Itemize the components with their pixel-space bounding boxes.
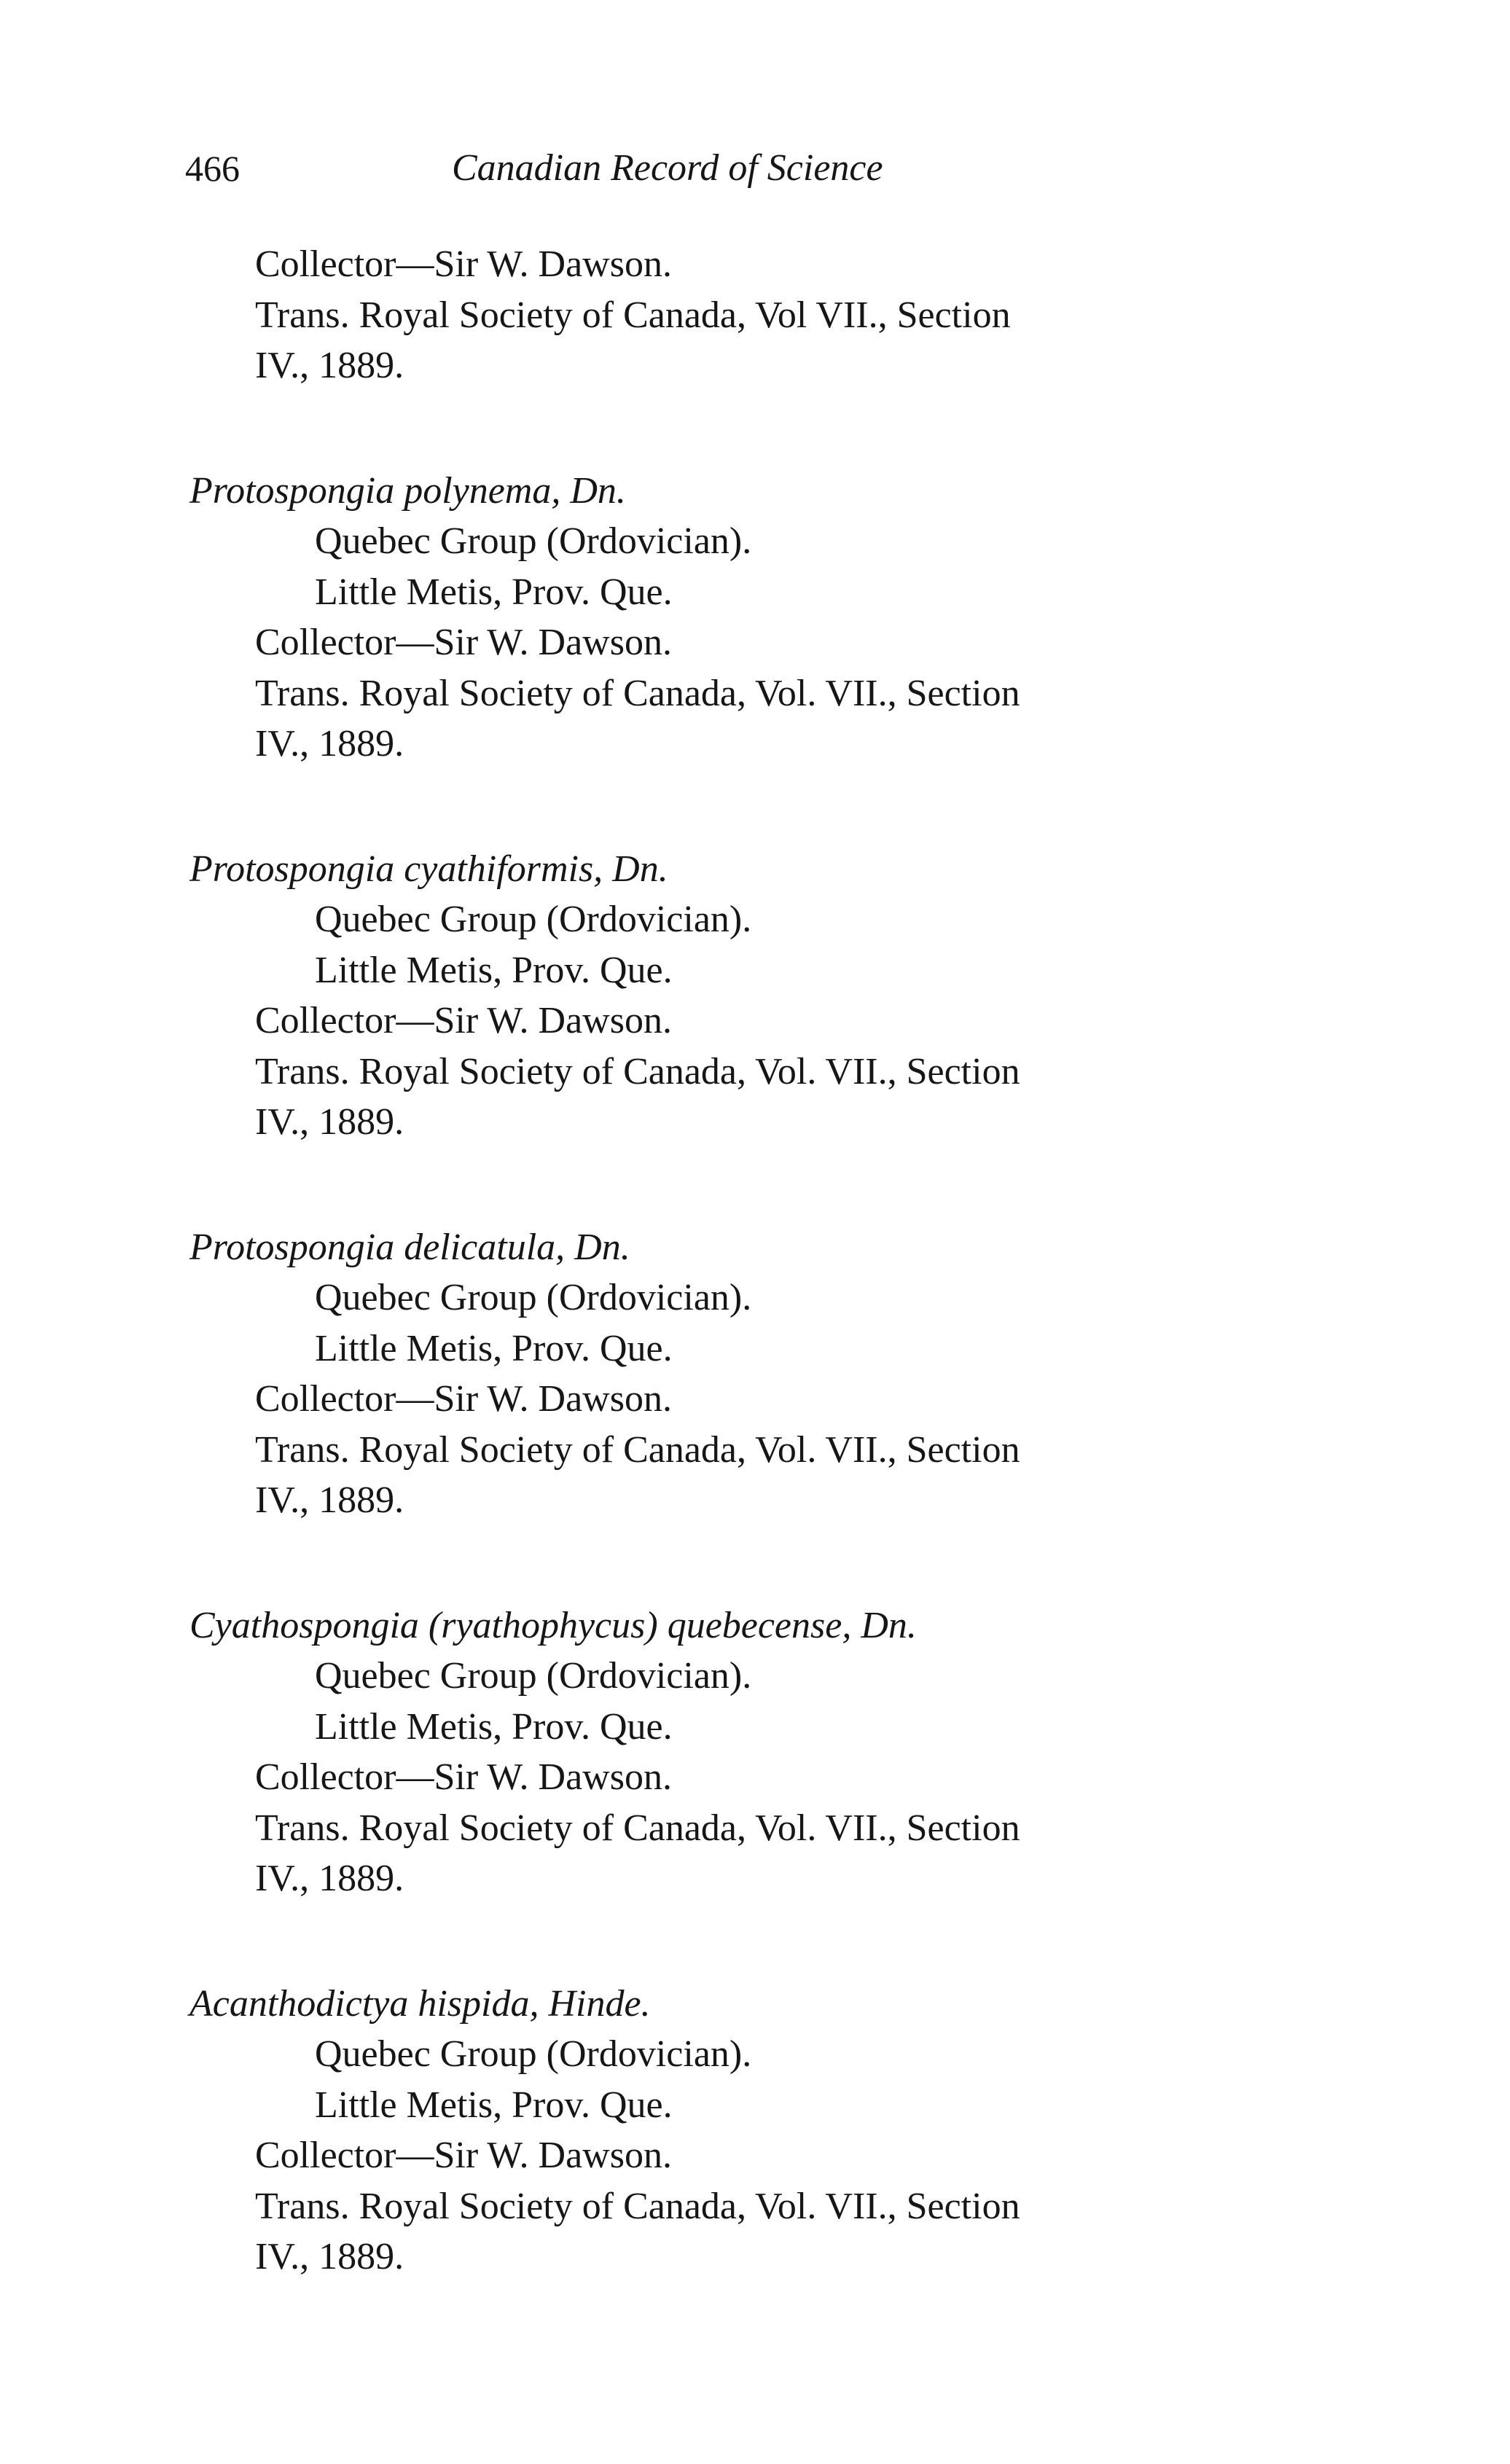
- collector-line: Collector—Sir W. Dawson.: [255, 1756, 672, 1798]
- collector-line: Collector—Sir W. Dawson.: [255, 1378, 672, 1420]
- locality-line: Little Metis, Prov. Que.: [315, 1705, 673, 1748]
- reference-line: Trans. Royal Society of Canada, Vol. VII., Section: [255, 672, 1020, 714]
- species-name: Protospongia cyathiformis, Dn.: [189, 848, 668, 890]
- reference-line: Trans. Royal Society of Canada, Vol. VII., Section: [255, 1428, 1020, 1471]
- formation-line: Quebec Group (Ordovician).: [315, 2033, 752, 2075]
- species-entry: [189, 1222, 1268, 1526]
- collector-line: Collector—Sir W. Dawson.: [255, 1000, 672, 1041]
- locality-line: Little Metis, Prov. Que.: [315, 949, 673, 991]
- reference-line: Trans. Royal Society of Canada, Vol. VII., Section: [255, 2185, 1020, 2227]
- species-name: Acanthodictya hispida, Hinde.: [189, 1982, 651, 2025]
- page-body: [189, 239, 1268, 2283]
- species-name: Protospongia delicatula, Dn.: [189, 1226, 630, 1268]
- formation-line: Quebec Group (Ordovician).: [315, 899, 752, 940]
- species-entry: [189, 1979, 1268, 2283]
- collector-line: Collector—Sir W. Dawson.: [255, 2135, 672, 2176]
- page-header: [185, 143, 997, 194]
- reference-line: Trans. Royal Society of Canada, Vol. VII., Section: [255, 1807, 1020, 1849]
- intro-block: [189, 239, 1268, 391]
- locality-line: Little Metis, Prov. Que.: [315, 1327, 673, 1369]
- formation-line: Quebec Group (Ordovician).: [315, 520, 752, 562]
- reference-line: Trans. Royal Society of Canada, Vol. VII., Section: [255, 1050, 1020, 1092]
- reference-continuation: IV., 1889.: [255, 1101, 404, 1143]
- reference-continuation: IV., 1889.: [255, 723, 404, 764]
- reference-continuation: IV., 1889.: [255, 1479, 404, 1521]
- locality-line: Little Metis, Prov. Que.: [315, 571, 673, 613]
- reference-continuation: IV., 1889.: [255, 345, 404, 386]
- locality-line: Little Metis, Prov. Que.: [315, 2084, 673, 2126]
- reference-line: Trans. Royal Society of Canada, Vol VII., Section: [255, 294, 1011, 336]
- species-name: Cyathospongia (ryathophycus) quebecense, Dn.: [189, 1604, 917, 1646]
- species-entry: [189, 1600, 1268, 1904]
- formation-line: Quebec Group (Ordovician).: [315, 1277, 752, 1318]
- reference-continuation: IV., 1889.: [255, 1858, 404, 1899]
- collector-line: Collector—Sir W. Dawson.: [255, 622, 672, 663]
- collector-line: Collector—Sir W. Dawson.: [255, 243, 672, 285]
- reference-continuation: IV., 1889.: [255, 2236, 404, 2277]
- running-title: Canadian Record of Science: [452, 147, 883, 189]
- formation-line: Quebec Group (Ordovician).: [315, 1655, 752, 1697]
- species-name: Protospongia polynema, Dn.: [189, 469, 626, 512]
- species-entry: [189, 844, 1268, 1148]
- page-number: 466: [185, 148, 240, 189]
- species-entry: [189, 466, 1268, 770]
